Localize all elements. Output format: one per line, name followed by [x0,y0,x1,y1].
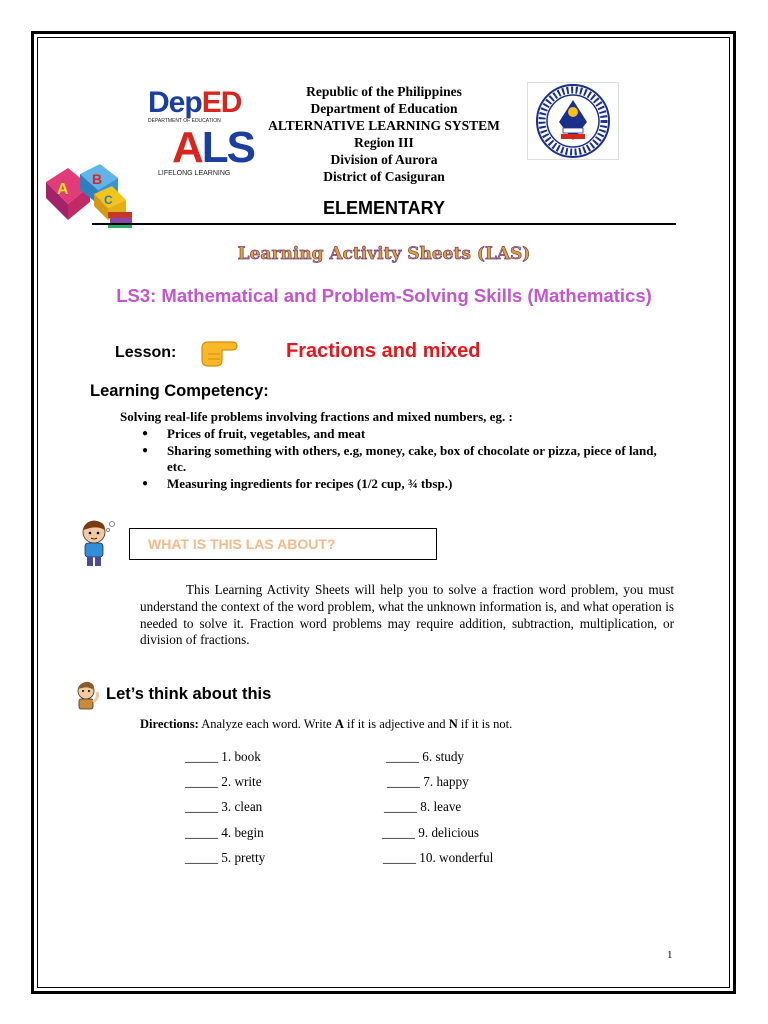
item-row [185,850,565,875]
header-line-department: Department of Education [310,101,458,116]
word-items [185,749,565,875]
item-blank-4[interactable]: _____ 4. begin [185,824,264,840]
competency-heading: Learning Competency: [90,382,269,400]
intro-paragraph: This Learning Activity Sheets will help you to solve a fraction word problem, you must understand the context of the word problem, what the unknown information is, and what operation is needed to solve it. Fraction word problems may require addition, subtraction, multiplication, or division of fractions. [140,582,674,648]
thinking-person-icon [73,680,103,712]
page-number: 1 [667,949,673,961]
header-line-division: Division of Aurora [330,152,438,167]
deped-subtitle: DEPARTMENT OF EDUCATION [148,118,221,124]
directions-text-1: Analyze each word. Write [198,717,335,731]
item-row [185,774,565,799]
lesson-label: Lesson: [115,344,177,361]
list-item: ● Measuring ingredients for recipes (1/2 cup, ¾ tbsp.) [140,476,670,493]
competency-list [140,426,670,492]
strand-title: LS3: Mathematical and Problem-Solving Skills (Mathematics) [116,285,652,306]
header-line-republic: Republic of the Philippines [306,84,462,99]
competency-intro: Solving real-life problems involving fractions and mixed numbers, eg. : [120,409,513,424]
directions-text-2: if it is adjective and [343,717,449,731]
header-divider [92,223,676,225]
thinking-boy-icon [72,518,120,570]
list-item: ● Prices of fruit, vegetables, and meat [140,426,670,443]
lesson-title: Fractions and mixed [286,340,481,362]
header-block [240,83,528,185]
directions-n: N [448,717,458,731]
item-blank-8[interactable]: _____ 8. leave [384,799,462,815]
las-about-box [129,528,437,560]
directions-a: A [334,717,344,731]
svg-text:C: C [104,193,113,207]
list-item: ● Sharing something with others, e.g, money, cake, box of chocolate or pizza, piece of land, etc. [140,443,670,476]
item-blank-7[interactable]: _____ 7. happy [387,774,469,790]
think-heading: Let’s think about this [106,685,272,703]
item-blank-10[interactable]: _____ 10. wonderful [383,849,494,865]
item-blank-6[interactable]: _____ 6. study [386,749,465,764]
item-blank-2[interactable]: _____ 2. write [185,774,262,790]
directions [140,717,512,732]
deped-als-logo [148,86,255,188]
item-blank-9[interactable]: _____ 9. delicious [382,824,480,840]
item-blank-5[interactable]: _____ 5. pretty [185,849,266,865]
item-blank-3[interactable]: _____ 3. clean [185,799,263,815]
directions-text-3: if it is not. [457,717,513,731]
directions-label: Directions: [140,717,199,731]
level-heading: ELEMENTARY [322,198,445,218]
deped-seal-icon [527,82,619,160]
svg-text:A: A [57,181,69,198]
item-row [185,749,565,774]
item-blank-1[interactable]: _____ 1. book [185,749,261,764]
als-wordmark: ALS [172,123,255,172]
las-about-label: WHAT IS THIS LAS ABOUT? [148,536,336,552]
als-subtitle: LIFELONG LEARNING [158,170,231,177]
deped-wordmark: DepED [148,86,242,119]
las-title: Learning Activity Sheets (LAS) [237,244,531,264]
header-line-district: District of Casiguran [323,169,445,184]
lesson-title-frame [270,338,570,368]
header-line-region: Region III [354,135,414,150]
item-row [185,799,565,824]
item-row [185,825,565,850]
header-line-als: ALTERNATIVE LEARNING SYSTEM [268,118,500,133]
abc-blocks-icon [42,160,134,230]
svg-text:B: B [92,171,103,187]
pointing-hand-icon [198,334,238,368]
